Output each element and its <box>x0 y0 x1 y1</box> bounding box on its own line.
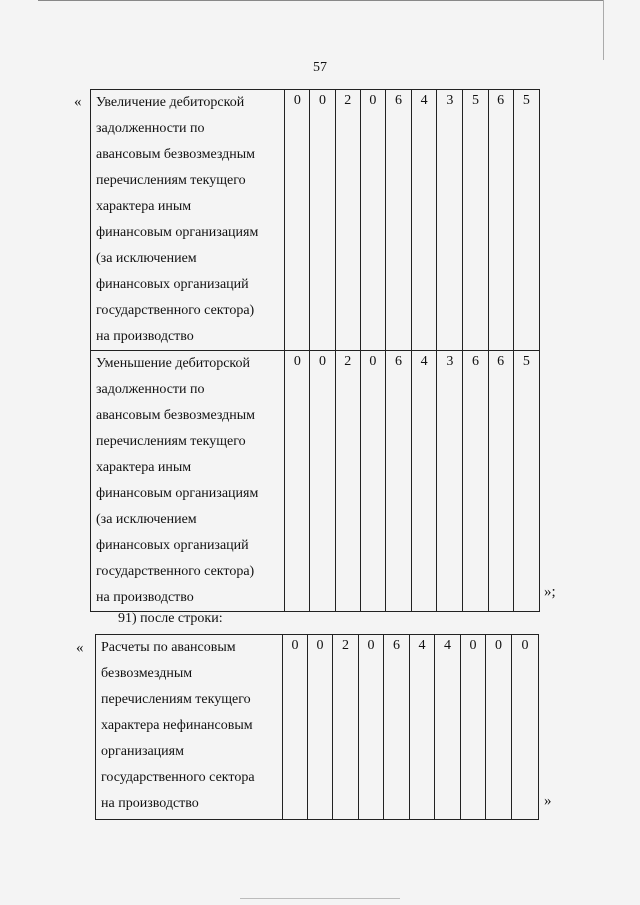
code-digit: 0 <box>486 635 512 820</box>
page-number: 57 <box>313 60 327 75</box>
row-description <box>91 351 285 612</box>
code-digit: 4 <box>412 90 437 351</box>
desc-line: финансовых организаций <box>96 538 249 553</box>
desc-line: финансовым организациям <box>96 225 259 240</box>
code-digit: 6 <box>385 351 411 612</box>
code-digit: 4 <box>410 635 435 820</box>
code-digit: 0 <box>461 635 486 820</box>
desc-line: Увеличение дебиторской <box>96 95 245 110</box>
code-digit: 2 <box>335 90 360 351</box>
code-digit: 0 <box>359 635 384 820</box>
code-digit: 3 <box>437 351 463 612</box>
desc-line: на производство <box>96 329 194 344</box>
code-digit: 0 <box>308 635 333 820</box>
code-digit: 0 <box>285 90 310 351</box>
code-digit: 0 <box>285 351 310 612</box>
row-description <box>91 90 285 351</box>
code-digit: 0 <box>310 351 335 612</box>
desc-line: государственного сектора) <box>96 564 255 579</box>
code-digit: 0 <box>360 351 385 612</box>
opening-quote-1: « <box>74 94 82 110</box>
desc-line: на производство <box>96 590 194 605</box>
desc-line: организациям <box>101 744 184 759</box>
code-digit: 5 <box>513 351 539 612</box>
row-description <box>96 635 283 820</box>
code-digit: 0 <box>512 635 539 820</box>
desc-line: перечислениям текущего <box>96 434 246 449</box>
closing-quote-1: »; <box>544 584 556 600</box>
table-row <box>91 351 540 612</box>
desc-line: Расчеты по авансовым <box>101 640 236 655</box>
desc-line: Уменьшение дебиторской <box>96 356 251 371</box>
code-digit: 5 <box>463 90 488 351</box>
table-1 <box>90 89 540 612</box>
desc-line: перечислениям текущего <box>96 173 246 188</box>
table-row <box>91 90 540 351</box>
desc-line: на производство <box>101 796 199 811</box>
desc-line: задолженности по <box>96 382 205 397</box>
desc-line: задолженности по <box>96 121 205 136</box>
opening-quote-2: « <box>76 640 84 656</box>
code-digit: 6 <box>385 90 411 351</box>
code-digit: 0 <box>360 90 385 351</box>
desc-line: (за исключением <box>96 512 197 527</box>
desc-line: характера нефинансовым <box>101 718 253 733</box>
page-top-edge <box>38 0 604 1</box>
desc-line: (за исключением <box>96 251 197 266</box>
desc-line: безвозмездным <box>101 666 193 681</box>
table-2 <box>95 634 539 820</box>
code-digit: 2 <box>333 635 359 820</box>
code-digit: 3 <box>437 90 463 351</box>
desc-line: перечислениям текущего <box>101 692 251 707</box>
code-digit: 4 <box>435 635 461 820</box>
desc-line: финансовым организациям <box>96 486 259 501</box>
code-digit: 4 <box>412 351 437 612</box>
page-right-edge <box>603 0 604 60</box>
desc-line: государственного сектора <box>101 770 255 785</box>
code-digit: 5 <box>513 90 539 351</box>
code-digit: 6 <box>384 635 410 820</box>
code-digit: 6 <box>488 351 513 612</box>
instruction-text: 91) после строки: <box>118 611 223 626</box>
desc-line: авансовым безвозмездным <box>96 147 256 162</box>
desc-line: авансовым безвозмездным <box>96 408 256 423</box>
code-digit: 0 <box>283 635 308 820</box>
code-digit: 0 <box>310 90 335 351</box>
desc-line: характера иным <box>96 460 192 475</box>
desc-line: государственного сектора) <box>96 303 255 318</box>
page-bottom-edge <box>240 898 400 899</box>
table-row <box>96 635 539 820</box>
code-digit: 2 <box>335 351 360 612</box>
code-digit: 6 <box>463 351 488 612</box>
desc-line: характера иным <box>96 199 192 214</box>
code-digit: 6 <box>488 90 513 351</box>
desc-line: финансовых организаций <box>96 277 249 292</box>
closing-quote-2: » <box>544 793 552 809</box>
